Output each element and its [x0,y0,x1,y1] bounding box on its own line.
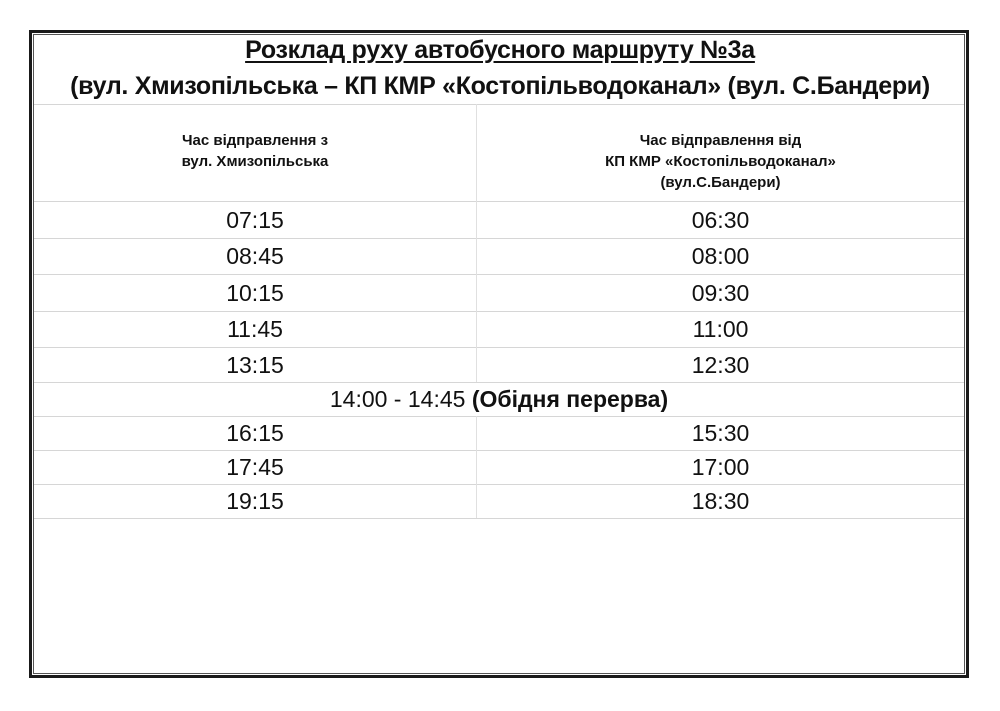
lunch-break-row [34,382,964,416]
row-divider [34,518,964,519]
departure-time-left: 10:15 [226,280,284,306]
departure-time-left: 19:15 [226,488,284,514]
departure-time-left: 17:45 [226,454,284,480]
route-subtitle: (вул. Хмизопільська – КП КМР «Костопільводоканал» (вул. С.Бандери) [70,72,930,100]
departure-time-right: 12:30 [691,352,750,378]
departure-time-left: 16:15 [226,420,284,446]
departure-time-right: 08:00 [691,243,750,269]
table-top-line [34,104,964,105]
column-header-from-vodokanal: Час відправлення від КП КМР «Костопільводоканал» (вул.С.Бандери) [605,132,836,191]
departure-time-right: 11:00 [692,316,749,342]
departure-time-left: 08:45 [226,243,284,269]
lunch-break-time: 14:00 - 14:45 [329,386,466,412]
header-divider [34,201,964,202]
column-header-from-khmyzopilska: Час відправлення з вул. Хмизопільська [181,132,329,170]
departure-time-left: 07:15 [226,207,284,233]
departure-time-right: 06:30 [691,207,750,233]
departure-time-right: 18:30 [691,488,750,514]
departure-time-right: 09:30 [691,280,750,306]
departure-time-left: 13:15 [226,352,284,378]
schedule-title: Розклад руху автобусного маршруту №3а [245,36,755,64]
departure-time-right: 15:30 [691,420,750,446]
departure-time-left: 11:45 [227,316,283,342]
lunch-break-label: (Обідня перерва) [471,386,669,412]
row-divider [34,274,964,275]
departure-time-right: 17:00 [691,454,750,480]
